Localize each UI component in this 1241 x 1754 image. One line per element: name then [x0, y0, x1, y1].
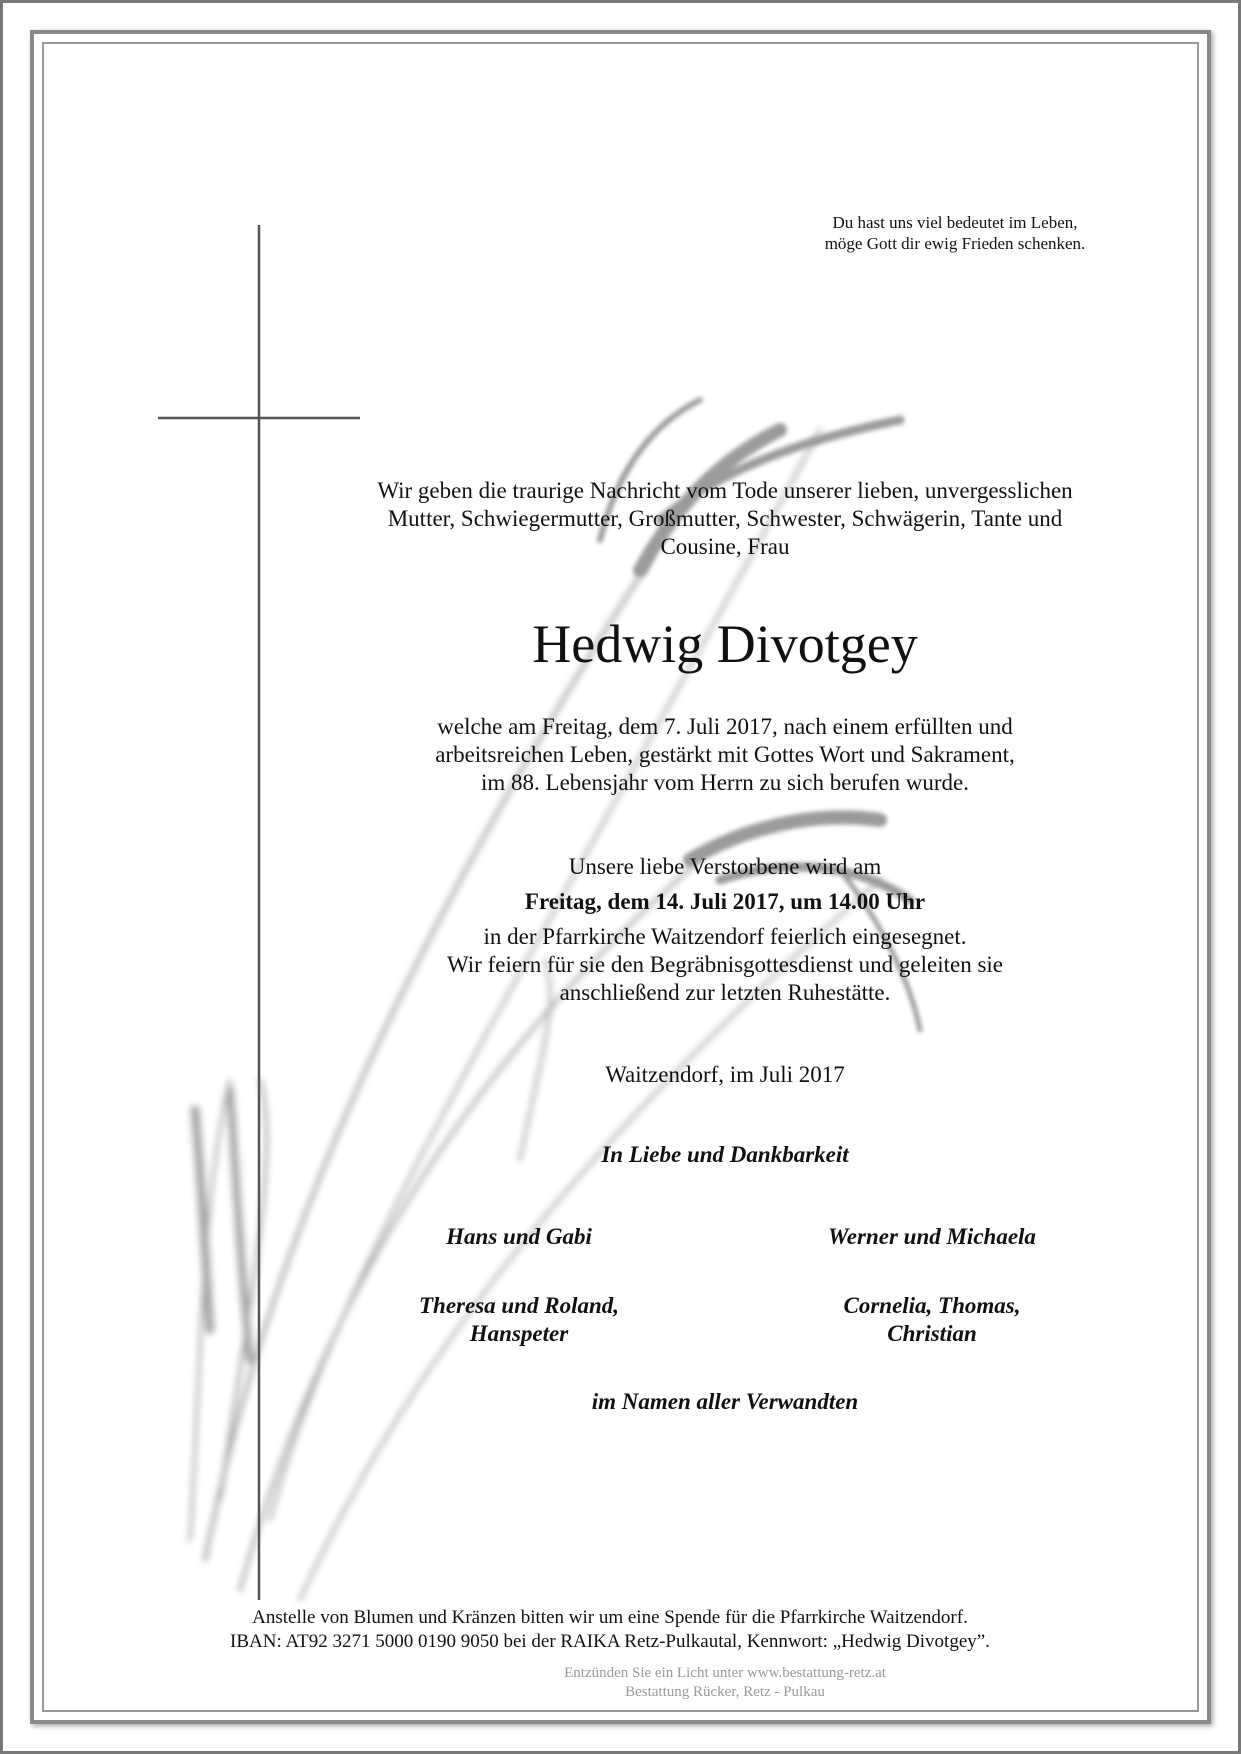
funeral-home-footer [380, 1664, 1070, 1702]
intro-line: Mutter, Schwiegermutter, Großmutter, Schwester, Schwägerin, Tante und [387, 506, 1063, 531]
announcement-intro [330, 477, 1120, 561]
mourner-names [782, 1223, 1082, 1251]
relatives-line: im Namen aller Verwandten [591, 1389, 859, 1414]
donation-request [140, 1606, 1080, 1654]
funeral-details [380, 923, 1070, 1007]
mourner-line: Christian [887, 1321, 977, 1346]
closing-phrase: In Liebe und Dankbarkeit [601, 1142, 849, 1167]
mourner-names [369, 1292, 669, 1348]
motto [780, 212, 1130, 254]
mourner-names [369, 1223, 669, 1251]
funeral-line: Wir feiern für sie den Begräbnisgottesdienst und geleiten sie [446, 952, 1004, 977]
funeral-datetime: Freitag, dem 14. Juli 2017, um 14.00 Uhr [524, 889, 926, 914]
funeral-line: in der Pfarrkirche Waitzendorf feierlich eingesegnet. [483, 924, 967, 949]
death-notice-line: im 88. Lebensjahr vom Herrn zu sich berufen wurde. [481, 770, 969, 795]
mourner-line: Theresa und Roland, [418, 1293, 619, 1318]
death-notice-line: arbeitsreichen Leben, gestärkt mit Gottes Wort und Sakrament, [435, 742, 1015, 767]
footer-line: Entzünden Sie ein Licht unter www.bestattung-retz.at [564, 1665, 886, 1681]
motto-line: möge Gott dir ewig Frieden schenken. [824, 234, 1086, 253]
death-notice [380, 713, 1070, 797]
mourner-line: Hanspeter [469, 1321, 569, 1346]
mourner-names [782, 1292, 1082, 1348]
mourner-line: Werner und Michaela [828, 1224, 1036, 1249]
motto-line: Du hast uns viel bedeutet im Leben, [832, 213, 1078, 232]
donation-line: IBAN: AT92 3271 5000 0190 9050 bei der RAIKA Retz-Pulkautal, Kennwort: „Hedwig Divotgey”. [230, 1631, 990, 1652]
mourner-line: Cornelia, Thomas, [843, 1293, 1021, 1318]
donation-line: Anstelle von Blumen und Kränzen bitten wir um eine Spende für die Pfarrkirche Waitzendorf. [252, 1607, 968, 1628]
deceased-name: Hedwig Divotgey [532, 614, 918, 674]
funeral-intro: Unsere liebe Verstorbene wird am [568, 854, 882, 879]
footer-line: Bestattung Rücker, Retz - Pulkau [625, 1684, 825, 1700]
death-notice-line: welche am Freitag, dem 7. Juli 2017, nach einem erfüllten und [437, 714, 1013, 739]
mourner-line: Hans und Gabi [446, 1224, 592, 1249]
cross-icon [158, 225, 360, 1600]
intro-line: Wir geben die traurige Nachricht vom Tode unserer lieben, unvergesslichen [377, 478, 1073, 503]
place-date: Waitzendorf, im Juli 2017 [605, 1062, 845, 1087]
funeral-line: anschließend zur letzten Ruhestätte. [559, 980, 891, 1005]
intro-line: Cousine, Frau [660, 534, 790, 559]
